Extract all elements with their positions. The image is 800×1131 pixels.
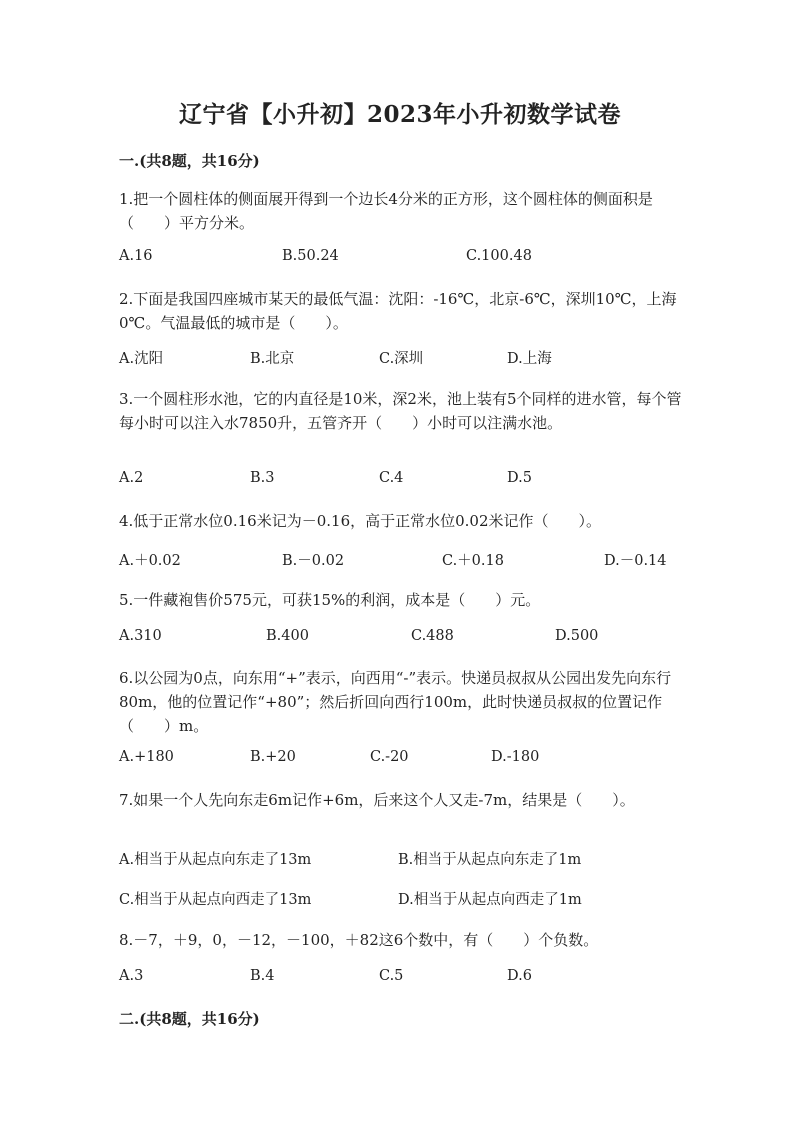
question-4-text: 4.低于正常水位0.16米记为－0.16，高于正常水位0.02米记作（ ）。 (119, 512, 602, 530)
option-d[interactable]: D.相当于从起点向西走了1m (398, 892, 582, 908)
question-3-text: 3.一个圆柱形水池，它的内直径是10米，深2米，池上装有5个同样的进水管，每个管每小时可以注入水7850升，五管齐开（ ）小时可以注满水池。 (119, 390, 682, 432)
question-2-options (119, 347, 719, 371)
option-d[interactable]: D.5 (507, 470, 532, 486)
question-7-options-row1 (119, 848, 719, 872)
question-5-options (119, 628, 719, 652)
option-b[interactable]: B.3 (250, 470, 275, 486)
option-a[interactable]: A.+180 (119, 749, 174, 765)
option-d[interactable]: D.-180 (491, 749, 540, 765)
option-a[interactable]: A.＋0.02 (119, 553, 181, 569)
question-8-text: 8.－7，＋9，0，－12，－100，＋82这6个数中，有（ ）个负数。 (119, 931, 599, 949)
option-c[interactable]: C.100.48 (466, 248, 532, 264)
option-c[interactable]: C.深圳 (379, 351, 424, 367)
question-7-options-row2 (119, 888, 719, 912)
option-a[interactable]: A.3 (119, 968, 144, 984)
question-4-options (119, 549, 719, 573)
option-a[interactable]: A.沈阳 (119, 351, 164, 367)
option-b[interactable]: B.50.24 (282, 248, 339, 264)
question-1-text: 1.把一个圆柱体的侧面展开得到一个边长4分米的正方形，这个圆柱体的侧面积是（ ）平方分米。 (119, 190, 653, 232)
option-c[interactable]: C.-20 (370, 749, 409, 765)
question-6-text: 6.以公园为0点，向东用“+”表示，向西用“-”表示。快递员叔叔从公园出发先向东行80m，他的位置记作“+80”；然后折回向西行100m，此时快递员叔叔的位置记作（ ）m。 (119, 669, 672, 735)
question-7-text: 7.如果一个人先向东走6m记作+6m，后来这个人又走-7m，结果是（ ）。 (119, 791, 635, 809)
option-b[interactable]: B.+20 (250, 749, 296, 765)
question-8-options (119, 968, 719, 992)
question-2-text: 2.下面是我国四座城市某天的最低气温：沈阳：-16℃，北京-6℃，深圳10℃，上海0℃。气温最低的城市是（ ）。 (119, 290, 677, 332)
option-c[interactable]: C.＋0.18 (442, 553, 504, 569)
option-a[interactable]: A.相当于从起点向东走了13m (119, 852, 312, 868)
option-c[interactable]: C.相当于从起点向西走了13m (119, 892, 312, 908)
option-b[interactable]: B.4 (250, 968, 275, 984)
option-c[interactable]: C.488 (411, 628, 454, 644)
option-c[interactable]: C.4 (379, 470, 404, 486)
exam-title: 辽宁省【小升初】2023年小升初数学试卷 (178, 101, 621, 128)
option-d[interactable]: D.6 (507, 968, 532, 984)
option-d[interactable]: D.500 (555, 628, 599, 644)
option-a[interactable]: A.2 (119, 470, 144, 486)
option-b[interactable]: B.北京 (250, 351, 295, 367)
option-d[interactable]: D.上海 (507, 351, 552, 367)
question-6-options (119, 749, 719, 773)
option-a[interactable]: A.310 (119, 628, 162, 644)
option-b[interactable]: B.－0.02 (282, 553, 345, 569)
option-c[interactable]: C.5 (379, 968, 404, 984)
option-b[interactable]: B.相当于从起点向东走了1m (398, 852, 582, 868)
section-heading-2: 二.(共8题，共16分) (119, 1010, 260, 1028)
question-5-text: 5.一件藏袍售价575元，可获15%的利润，成本是（ ）元。 (119, 591, 541, 609)
option-d[interactable]: D.－0.14 (604, 553, 667, 569)
question-1-options (119, 248, 719, 272)
question-3-options (119, 470, 719, 494)
option-a[interactable]: A.16 (119, 248, 153, 264)
section-heading-1: 一.(共8题，共16分) (119, 152, 260, 170)
option-b[interactable]: B.400 (266, 628, 309, 644)
